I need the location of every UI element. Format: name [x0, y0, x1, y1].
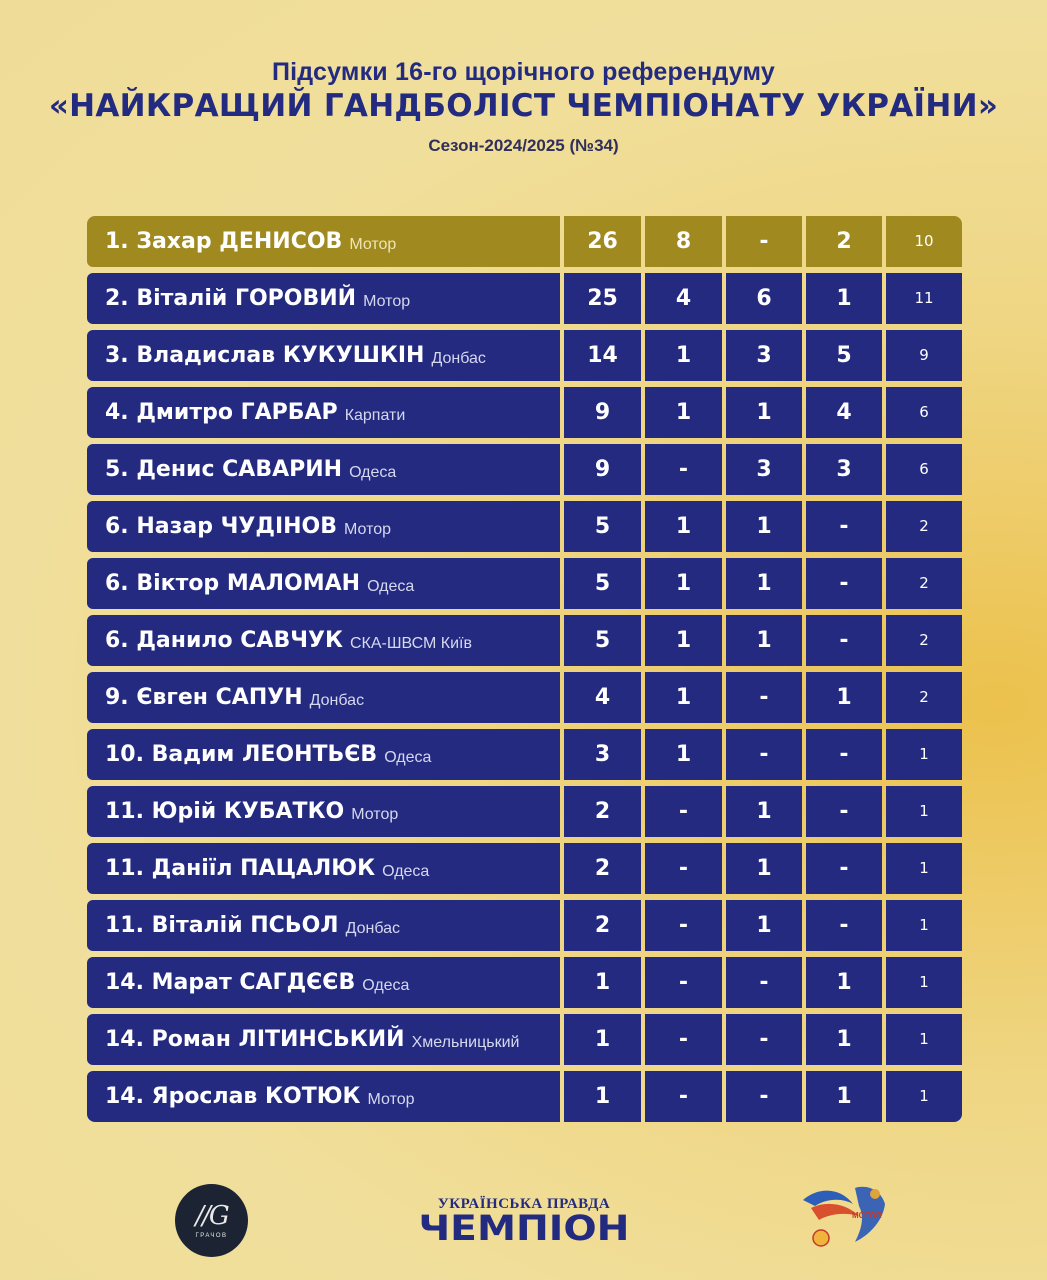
player-name: 4. Дмитро ГАРБАР — [105, 400, 338, 425]
votes-cell: 1 — [886, 1014, 962, 1065]
score-cell: - — [806, 900, 882, 951]
player-name: 14. Ярослав КОТЮК — [105, 1084, 361, 1109]
table-row — [87, 330, 962, 381]
player-club: Мотор — [351, 805, 399, 823]
score-cell: 1 — [726, 558, 802, 609]
player-club: Донбас — [309, 691, 365, 709]
score-cell: - — [726, 957, 802, 1008]
score-cell: - — [806, 729, 882, 780]
score-cell: - — [806, 786, 882, 837]
player-club: Одеса — [382, 862, 430, 880]
votes-cell: 2 — [886, 558, 962, 609]
player-cell — [87, 900, 560, 951]
player-cell — [87, 273, 560, 324]
total-points-cell: 2 — [564, 843, 641, 894]
player-cell — [87, 387, 560, 438]
player-cell — [87, 444, 560, 495]
grachov-text: ГРАЧОВ — [195, 1232, 228, 1239]
score-cell: 1 — [726, 387, 802, 438]
total-points-cell: 25 — [564, 273, 641, 324]
score-cell: 1 — [726, 615, 802, 666]
score-cell: 1 — [645, 729, 722, 780]
table-row — [87, 558, 962, 609]
score-cell: - — [645, 957, 722, 1008]
total-points-cell: 9 — [564, 444, 641, 495]
motor-logo-text: MOTOR — [852, 1211, 882, 1220]
total-points-cell: 1 — [564, 1014, 641, 1065]
score-cell: - — [726, 216, 802, 267]
table-row — [87, 615, 962, 666]
score-cell: 1 — [726, 900, 802, 951]
player-club: Одеса — [362, 976, 410, 994]
score-cell: 6 — [726, 273, 802, 324]
votes-cell: 11 — [886, 273, 962, 324]
player-cell — [87, 1071, 560, 1122]
champion-logo — [390, 1196, 658, 1247]
player-club: Донбас — [431, 349, 486, 367]
total-points-cell: 14 — [564, 330, 641, 381]
table-row — [87, 444, 962, 495]
votes-cell: 1 — [886, 1071, 962, 1122]
champion-logo-top: УКРАЇНСЬКА ПРАВДА — [437, 1196, 611, 1212]
score-cell: 1 — [806, 957, 882, 1008]
votes-cell: 9 — [886, 330, 962, 381]
player-cell — [87, 330, 560, 381]
player-name: 6. Данило САВЧУК — [105, 628, 343, 653]
results-table — [87, 216, 962, 1128]
score-cell: 1 — [645, 615, 722, 666]
player-name: 11. Віталій ПСЬОЛ — [105, 913, 339, 938]
player-name: 6. Назар ЧУДІНОВ — [105, 514, 338, 539]
player-club: Карпати — [344, 406, 406, 424]
player-club: Мотор — [344, 520, 392, 538]
player-cell — [87, 957, 560, 1008]
player-club: Одеса — [367, 577, 415, 595]
score-cell: - — [806, 558, 882, 609]
table-row — [87, 672, 962, 723]
total-points-cell: 2 — [564, 900, 641, 951]
total-points-cell: 2 — [564, 786, 641, 837]
votes-cell: 2 — [886, 615, 962, 666]
score-cell: 1 — [645, 501, 722, 552]
score-cell: 1 — [806, 1071, 882, 1122]
grachov-mark: //G — [195, 1200, 228, 1231]
votes-cell: 1 — [886, 786, 962, 837]
player-cell — [87, 843, 560, 894]
table-row — [87, 273, 962, 324]
player-name: 5. Денис САВАРИН — [105, 457, 343, 482]
total-points-cell: 4 — [564, 672, 641, 723]
votes-cell: 1 — [886, 957, 962, 1008]
score-cell: 1 — [645, 387, 722, 438]
score-cell: 1 — [806, 672, 882, 723]
table-row — [87, 729, 962, 780]
player-club: СКА-ШВСМ Київ — [349, 634, 472, 652]
player-club: Мотор — [349, 235, 397, 253]
table-row — [87, 1071, 962, 1122]
score-cell: 2 — [806, 216, 882, 267]
votes-cell: 2 — [886, 672, 962, 723]
total-points-cell: 1 — [564, 957, 641, 1008]
player-cell — [87, 615, 560, 666]
score-cell: - — [726, 672, 802, 723]
score-cell: 5 — [806, 330, 882, 381]
score-cell: 1 — [726, 843, 802, 894]
player-cell — [87, 672, 560, 723]
player-club: Одеса — [349, 463, 397, 481]
votes-cell: 10 — [886, 216, 962, 267]
votes-cell: 1 — [886, 843, 962, 894]
player-cell — [87, 1014, 560, 1065]
table-row — [87, 786, 962, 837]
score-cell: 1 — [645, 672, 722, 723]
score-cell: 8 — [645, 216, 722, 267]
total-points-cell: 9 — [564, 387, 641, 438]
player-club: Донбас — [345, 919, 401, 937]
player-club: Одеса — [384, 748, 432, 766]
score-cell: 1 — [645, 330, 722, 381]
motor-club-logo — [797, 1180, 892, 1252]
player-name: 2. Віталій ГОРОВИЙ — [105, 286, 357, 311]
champion-logo-main: ЧЕМПІОН — [418, 1209, 630, 1249]
score-cell: - — [726, 1071, 802, 1122]
votes-cell: 1 — [886, 900, 962, 951]
total-points-cell: 1 — [564, 1071, 641, 1122]
motor-wing-icon — [803, 1191, 853, 1206]
table-row — [87, 843, 962, 894]
page-title: «НАЙКРАЩИЙ ГАНДБОЛІСТ ЧЕМПІОНАТУ УКРАЇНИ» — [48, 88, 999, 124]
player-name: 10. Вадим ЛЕОНТЬЄВ — [105, 742, 378, 767]
player-cell — [87, 501, 560, 552]
score-cell: 4 — [645, 273, 722, 324]
score-cell: - — [726, 1014, 802, 1065]
player-name: 11. Даніїл ПАЦАЛЮК — [105, 856, 376, 881]
player-club: Мотор — [363, 292, 411, 310]
grachov-logo — [175, 1184, 248, 1257]
score-cell: - — [645, 444, 722, 495]
table-row — [87, 216, 962, 267]
votes-cell: 1 — [886, 729, 962, 780]
score-cell: - — [806, 615, 882, 666]
score-cell: - — [645, 786, 722, 837]
score-cell: 4 — [806, 387, 882, 438]
score-cell: - — [645, 900, 722, 951]
motor-eagle-head-icon — [870, 1189, 880, 1199]
score-cell: - — [806, 501, 882, 552]
score-cell: 1 — [806, 1014, 882, 1065]
player-cell — [87, 786, 560, 837]
votes-cell: 6 — [886, 387, 962, 438]
total-points-cell: 5 — [564, 558, 641, 609]
score-cell: 3 — [726, 444, 802, 495]
player-name: 1. Захар ДЕНИСОВ — [105, 229, 343, 254]
score-cell: - — [645, 1071, 722, 1122]
player-club: Мотор — [367, 1090, 415, 1108]
score-cell: 1 — [726, 786, 802, 837]
score-cell: - — [645, 843, 722, 894]
player-cell — [87, 216, 560, 267]
total-points-cell: 5 — [564, 615, 641, 666]
votes-cell: 6 — [886, 444, 962, 495]
player-cell — [87, 558, 560, 609]
score-cell: 1 — [806, 273, 882, 324]
votes-cell: 2 — [886, 501, 962, 552]
table-row — [87, 957, 962, 1008]
player-club: Хмельницький — [411, 1033, 520, 1051]
score-cell: - — [726, 729, 802, 780]
score-cell: - — [806, 843, 882, 894]
score-cell: 1 — [726, 501, 802, 552]
player-name: 14. Роман ЛІТИНСЬКИЙ — [105, 1027, 405, 1052]
season-label: Сезон-2024/2025 (№34) — [428, 136, 619, 155]
table-row — [87, 900, 962, 951]
player-name: 3. Владислав КУКУШКІН — [105, 343, 425, 368]
score-cell: 3 — [726, 330, 802, 381]
score-cell: - — [645, 1014, 722, 1065]
total-points-cell: 3 — [564, 729, 641, 780]
total-points-cell: 26 — [564, 216, 641, 267]
subtitle: Підсумки 16-го щорічного референдуму — [271, 58, 776, 86]
table-row — [87, 387, 962, 438]
score-cell: 1 — [645, 558, 722, 609]
player-name: 9. Євген САПУН — [105, 685, 303, 710]
player-name: 14. Марат САГДЄЄВ — [105, 970, 356, 995]
table-row — [87, 1014, 962, 1065]
player-name: 11. Юрій КУБАТКО — [105, 799, 345, 824]
player-name: 6. Віктор МАЛОМАН — [105, 571, 361, 596]
score-cell: 3 — [806, 444, 882, 495]
player-cell — [87, 729, 560, 780]
total-points-cell: 5 — [564, 501, 641, 552]
table-row — [87, 501, 962, 552]
handball-icon — [813, 1230, 829, 1246]
